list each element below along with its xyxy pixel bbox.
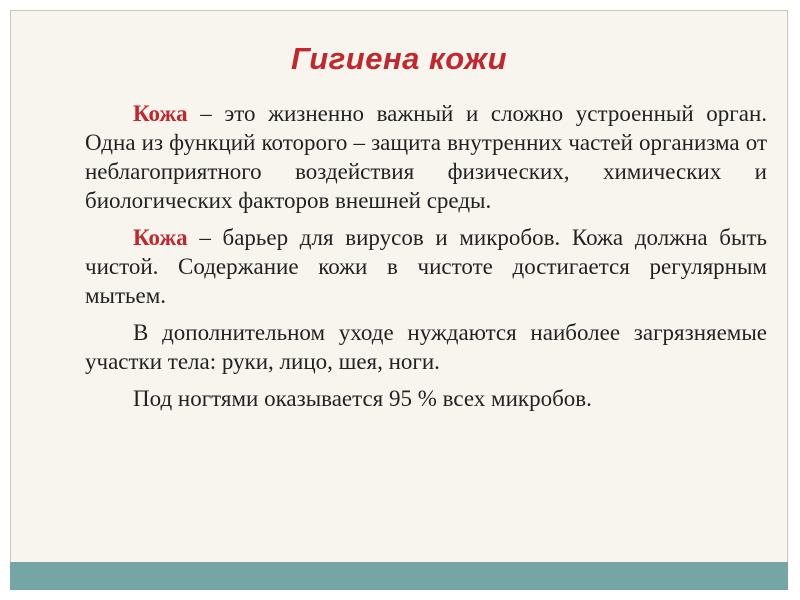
paragraph-text: В дополнительном уходе нуждаются наиболее загрязняемые участки тела: руки, лицо, шея, ноги.: [85, 320, 767, 374]
paragraph-skin-barrier: [85, 223, 767, 310]
paragraph-text: Под ногтями оказывается 95 % всех микробов.: [133, 386, 592, 411]
footer-bar: [10, 562, 788, 590]
term-highlight: Кожа: [133, 101, 188, 126]
slide-title: Гигиена кожи: [290, 41, 508, 76]
slide-body: [85, 99, 767, 421]
paragraph-text: – это жизненно важный и сложно устроенный орган. Одна из функций которого – защита внутренних частей организма от неблагоприятного воздействия физических, химических и биологических факторов внешней среды.: [85, 101, 767, 213]
term-highlight: Кожа: [133, 225, 188, 250]
paragraph-nails-microbes: [85, 384, 767, 413]
paragraph-skin-definition: [85, 99, 767, 215]
paragraph-additional-care: [85, 318, 767, 376]
slide: [10, 10, 788, 588]
paragraph-text: – барьер для вирусов и микробов. Кожа должна быть чистой. Содержание кожи в чистоте достигается регулярным мытьем.: [85, 225, 767, 308]
